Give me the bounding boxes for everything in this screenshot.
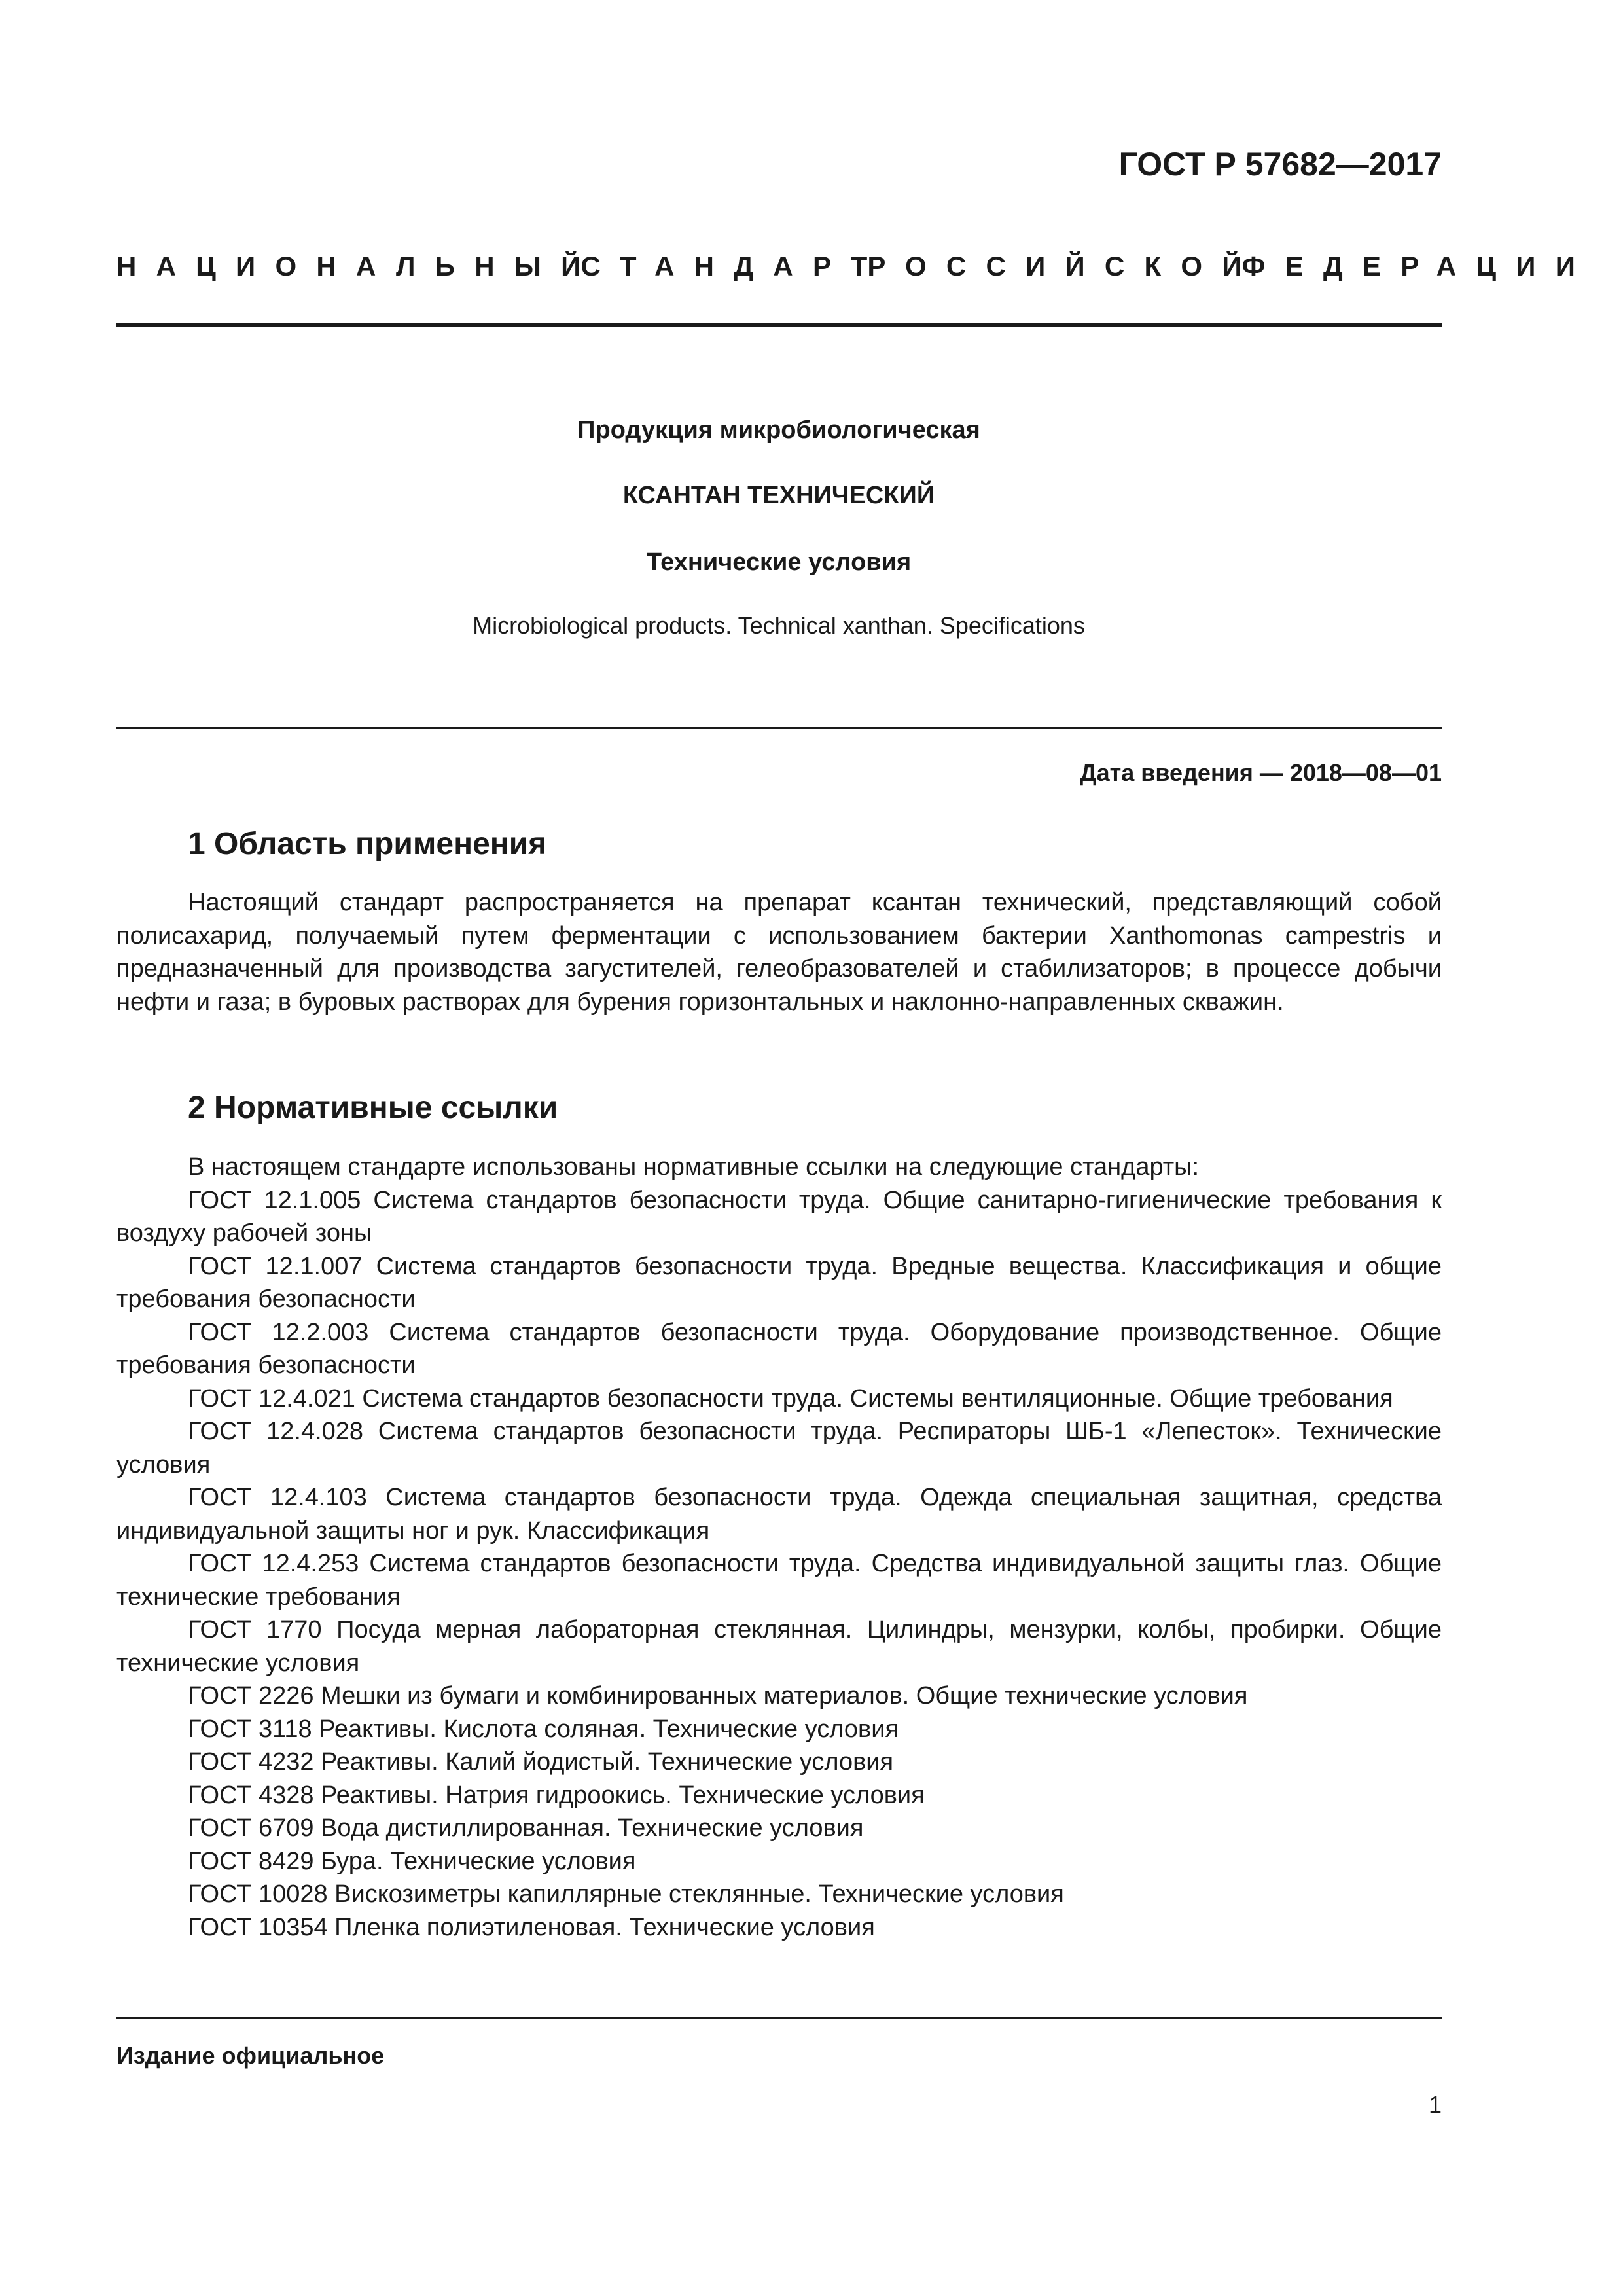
reference-item: ГОСТ 12.1.007 Система стандартов безопасности труда. Вредные вещества. Классификация и общие требования безопасности [116,1252,1442,1313]
banner-word: НАЦИОНАЛЬНЫЙ [116,251,601,281]
english-title: Microbiological products. Technical xanthan. Specifications [473,612,1085,639]
reference-item: ГОСТ 4328 Реактивы. Натрия гидроокись. Технические условия [188,1781,925,1809]
banner-word: СТАНДАРТ [580,251,887,281]
banner-word: РОССИЙСКОЙ [867,251,1262,281]
reference-item: ГОСТ 12.2.003 Система стандартов безопасности труда. Оборудование производственное. Общие требования безопасности [116,1318,1442,1379]
scope-paragraph: Настоящий стандарт распространяется на препарат ксантан технический, представляющий собой полисахарид, получаемый путем ферментации с использованием бактерии Xanthomonas campestris и предназначенный для производства загустителей, гелеобразователей и стабилизаторов; в процессе добычи нефти и газа; в буровых растворах для бурения горизонтальных и наклонно-направленных скважин. [116,889,1442,1016]
section-2-heading: 2 Нормативные ссылки [188,1090,558,1125]
reference-item: ГОСТ 1770 Посуда мерная лабораторная стеклянная. Цилиндры, мензурки, колбы, пробирки. Общие технические условия [116,1616,1442,1677]
reference-item: ГОСТ 12.1.005 Система стандартов безопасности труда. Общие санитарно-гигиенические требования к воздуху рабочей зоны [116,1186,1442,1247]
reference-item: ГОСТ 12.4.021 Система стандартов безопасности труда. Системы вентиляционные. Общие требования [188,1384,1393,1412]
title-divider [116,727,1442,729]
banner-word: ФЕДЕРАЦИИ [1241,251,1596,281]
footer-divider [116,2017,1442,2019]
reference-item: ГОСТ 6709 Вода дистиллированная. Технические условия [188,1814,864,1842]
section-2-body [116,1151,1442,1944]
reference-item: ГОСТ 12.4.103 Система стандартов безопасности труда. Одежда специальная защитная, средства индивидуальной защиты ног и рук. Классификация [116,1484,1442,1545]
document-type-title: Технические условия [646,548,912,576]
national-standard-banner [116,251,1596,282]
reference-item: ГОСТ 12.4.253 Система стандартов безопасности труда. Средства индивидуальной защиты глаз. Общие технические требования [116,1550,1442,1611]
reference-item: ГОСТ 10028 Вискозиметры капиллярные стеклянные. Технические условия [188,1880,1064,1908]
references-intro: В настоящем стандарте использованы нормативные ссылки на следующие стандарты: [188,1153,1200,1181]
reference-item: ГОСТ 3118 Реактивы. Кислота соляная. Технические условия [188,1715,899,1743]
reference-item: ГОСТ 12.4.028 Система стандартов безопасности труда. Респираторы ШБ-1 «Лепесток». Технические условия [116,1418,1442,1479]
references-list [116,1184,1442,1945]
document-number: ГОСТ Р 57682—2017 [1118,146,1442,183]
section-1-heading: 1 Область применения [188,827,547,861]
header-divider [116,323,1442,327]
reference-item: ГОСТ 2226 Мешки из бумаги и комбинированных материалов. Общие технические условия [188,1682,1248,1710]
product-category-title: Продукция микробиологическая [577,416,980,444]
product-name-title: КСАНТАН ТЕХНИЧЕСКИЙ [622,482,935,509]
edition-note: Издание официальное [116,2042,385,2069]
reference-item: ГОСТ 8429 Бура. Технические условия [188,1847,636,1875]
reference-item: ГОСТ 4232 Реактивы. Калий йодистый. Технические условия [188,1748,894,1776]
section-1-body [116,886,1442,1018]
introduction-date: Дата введения — 2018—08—01 [1079,759,1442,786]
page-number: 1 [1428,2091,1442,2118]
reference-item: ГОСТ 10354 Пленка полиэтиленовая. Технические условия [188,1913,875,1941]
